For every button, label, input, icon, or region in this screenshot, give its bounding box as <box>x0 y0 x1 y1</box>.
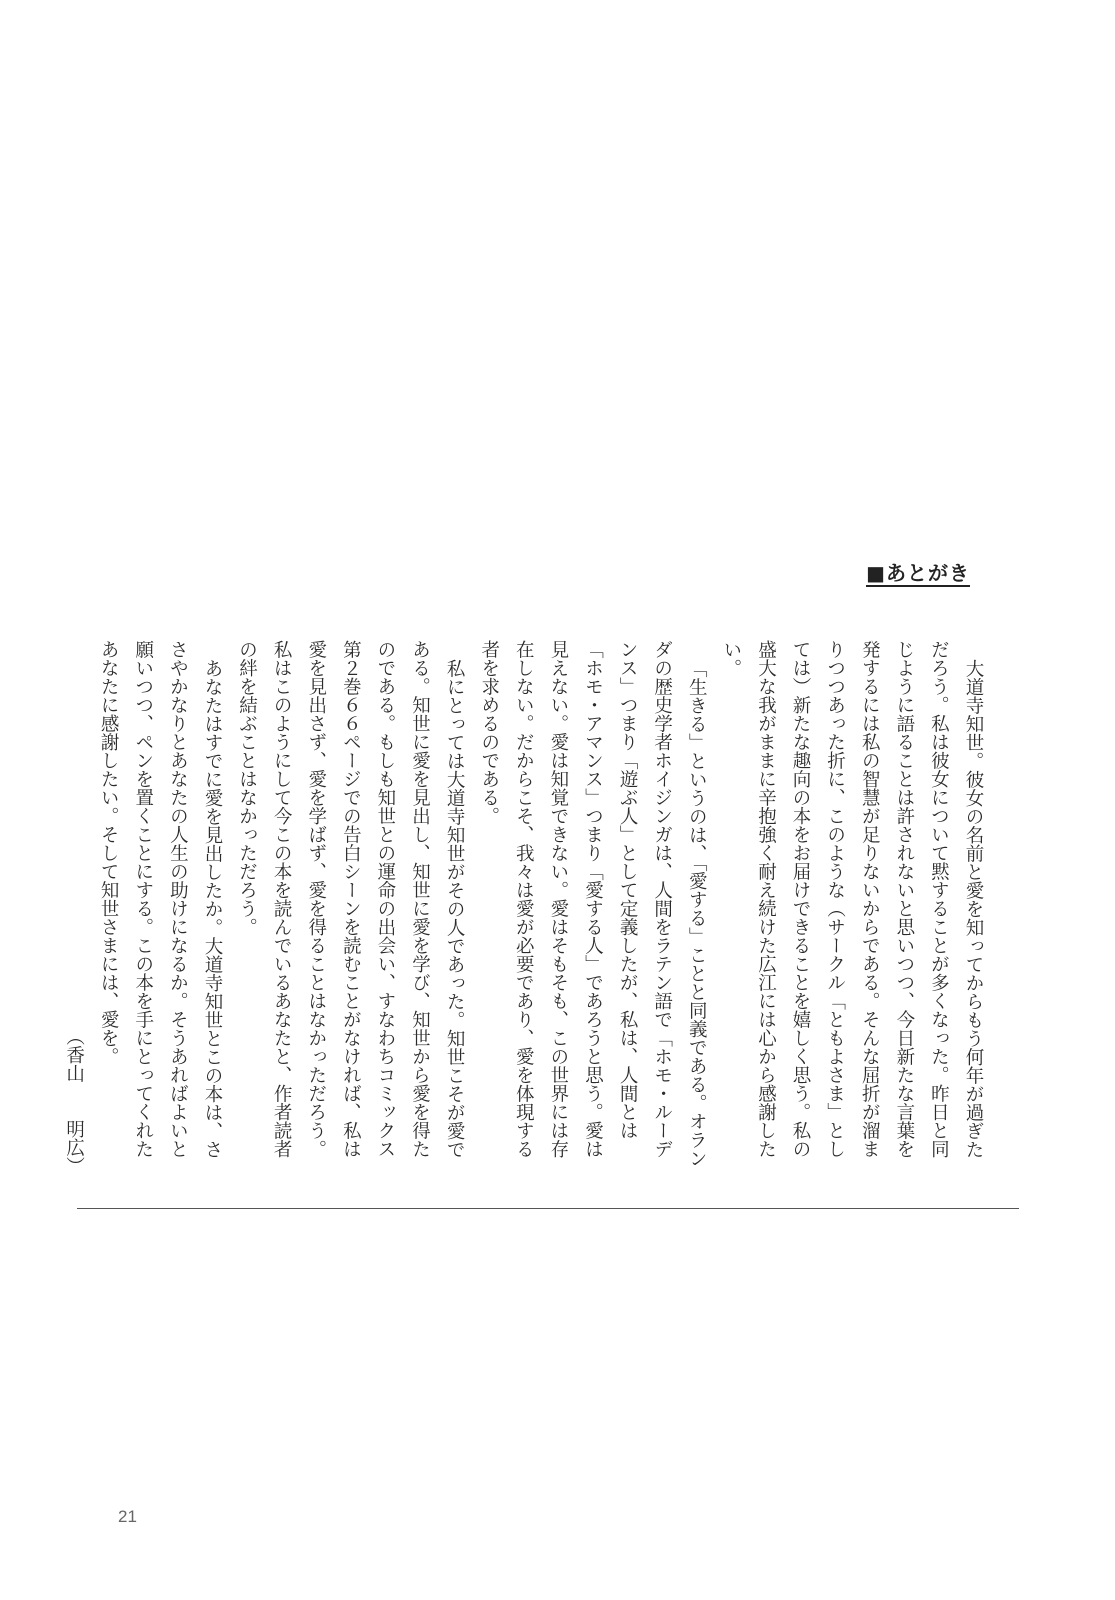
paragraph: 大道寺知世。彼女の名前と愛を知ってからもう何年が過ぎただろう。私は彼女について黙することが多くなった。昨日と同じように語ることは許されないと思いつつ、今日新たな言葉を発するには私の智慧が足りないからである。そんな屈折が溜まりつつあった折に、このような（サークル「ともよさま」としては）新たな趣向の本をお届けできることを嬉しく思う。私の盛大な我がままに辛抱強く耐え続けた広江には心から感謝したい。 <box>720 640 984 1158</box>
paragraph: 私にとっては大道寺知世がその人であった。知世こそが愛である。知世に愛を見出し、知世に愛を学び、知世から愛を得たのである。もしも知世との運命の出会い、すなわちコミックス第２巻６６ページでの告白シーンを読むことがなければ、私は愛を見出さず、愛を学ばず、愛を得ることはなかっただろう。私はこのようにして今この本を読んでいるあなたと、作者読者の絆を結ぶことはなかっただろう。 <box>236 640 466 1158</box>
author-signature: （香山 明広） <box>63 1027 85 1175</box>
page-number: 21 <box>118 1507 137 1526</box>
paragraph: 「生きる」というのは、「愛する」ことと同義である。オランダの歴史学者ホイジンガは、人間をラテン語で「ホモ・ルーデンス」つまり「遊ぶ人」として定義したが、私は、人間とは「ホモ・アマンス」つまり「愛する人」であろうと思う。愛は見えない。愛は知覚できない。愛はそもそも、この世界には存在しない。だからこそ、我々は愛が必要であり、愛を体現する者を求めるのである。 <box>478 640 708 1168</box>
paragraph: あなたはすでに愛を見出したか。大道寺知世とこの本は、ささやかなりとあなたの人生の助けになるか。そうあればよいと願いつつ、ペンを置くことにする。この本を手にとってくれたあなたに感謝したい。そして知世さまには、愛を。 <box>98 640 223 1158</box>
afterword-heading: ■あとがき <box>866 561 970 585</box>
afterword-body <box>63 640 990 1175</box>
horizontal-divider <box>77 1208 1019 1209</box>
